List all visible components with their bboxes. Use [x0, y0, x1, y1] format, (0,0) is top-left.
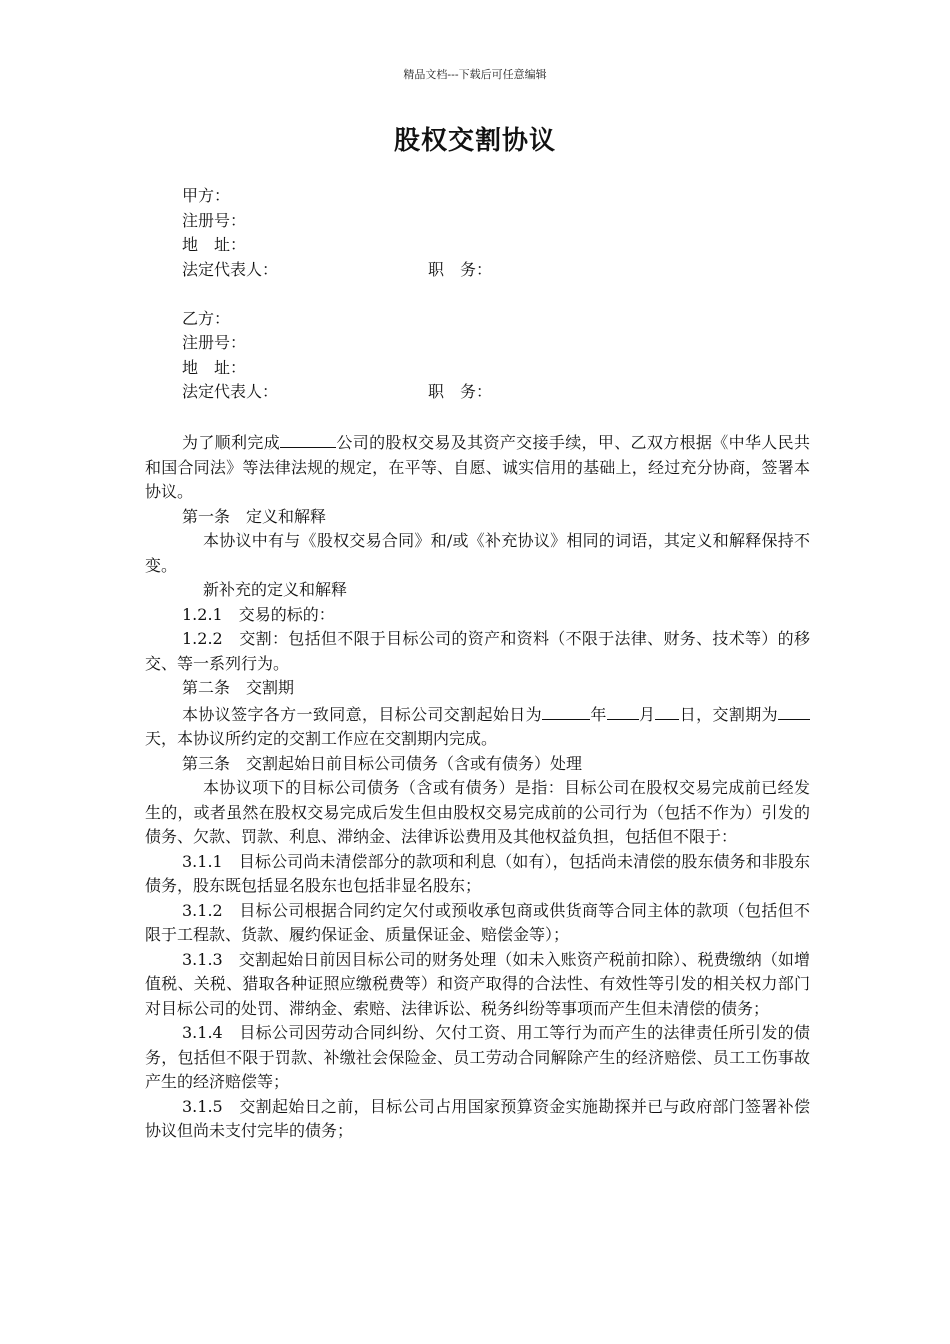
party-a-reg-no: 注册号：: [182, 210, 247, 230]
year-blank: [542, 701, 590, 720]
intro-text-1: 为了顺利完成: [182, 433, 281, 452]
article1-p2: 新补充的定义和解释: [203, 580, 348, 599]
document-title: 股权交割协议: [393, 126, 556, 156]
party-a-legal-rep: 法定代表人：: [182, 259, 279, 279]
article3-heading: 第三条 交割起始日前目标公司债务（含或有债务）处理: [182, 753, 583, 773]
intro-text-2: 公司的股权交易及其资产交接手续，甲、乙双方根据《中华人民共和国合同法》等法律法规的规定，在平等、自愿、诚实信用的基础上，经过充分协商，签署本协议。: [145, 433, 810, 501]
article1-p1: 本协议中有与《股权交易合同》和/或《补充协议》相同的词语，其定义和解释保持不变。: [145, 531, 810, 575]
party-a-address: 地 址：: [182, 235, 247, 254]
article2-year: 年: [589, 704, 607, 724]
article1-heading: 第一条 定义和解释: [182, 506, 327, 526]
article2-text-b: 交割期为: [712, 704, 778, 724]
article2-text-a: 本协议签字各方一致同意，目标公司交割起始日为: [182, 704, 542, 724]
day-blank: [655, 701, 679, 720]
article3-p1: 本协议项下的目标公司债务（含或有债务）是指：目标公司在股权交易完成前已经发生的，或者虽然在股权交易完成后发生但由股权交易完成前的公司行为（包括不作为）引发的债务、欠款、罚款、利息、滞纳金、法律诉讼费用及其他权益负担，包括但不限于：: [145, 778, 810, 846]
month-blank: [607, 701, 639, 720]
document-body: [145, 184, 810, 1144]
article1-item-2: 1.2.2 交割：包括但不限于目标公司的资产和资料（不限于法律、财务、技术等）的移交、等一系列行为。: [145, 629, 810, 673]
article2-day: 日，: [679, 704, 713, 724]
party-b-address: 地 址：: [182, 357, 247, 377]
article2-heading: 第二条 交割期: [182, 678, 295, 697]
party-b-block: [145, 307, 810, 405]
article3-item-2: 3.1.2 目标公司根据合同约定欠付或预收承包商或供货商等合同主体的款项（包括但不限于工程款、货款、履约保证金、质量保证金、赔偿金等）；: [145, 900, 810, 944]
article3-item-4: 3.1.4 目标公司因劳动合同纠纷、欠付工资、用工等行为而产生的法律责任所引发的债务，包括但不限于罚款、补缴社会保险金、员工劳动合同解除产生的经济赔偿、员工工伤事故产生的经济赔偿等；: [145, 1023, 810, 1091]
header-note: 精品文档---下载后可任意编辑: [403, 68, 547, 81]
party-a-rep-row: [145, 258, 810, 283]
article3-item-5: 3.1.5 交割起始日之前，目标公司占用国家预算资金实施勘探并已与政府部门签署补偿协议但尚未支付完毕的债务；: [145, 1096, 810, 1140]
party-b-reg-no: 注册号：: [182, 333, 247, 352]
article2-month: 月: [638, 704, 656, 724]
party-b-label: 乙方：: [182, 308, 231, 328]
article2-text-c: 天，本协议所约定的交割工作应在交割期内完成。: [145, 729, 498, 748]
article3-item-1: 3.1.1 目标公司尚未清偿部分的款项和利息（如有），包括尚未清偿的股东债务和非股东债务，股东既包括显名股东也包括非显名股东；: [145, 851, 810, 895]
article3-item-3: 3.1.3 交割起始日前因目标公司的财务处理（如未入账资产税前扣除）、税费缴纳（如增值税、关税、猎取各种证照应缴税费等）和资产取得的合法性、有效性等引发的相关权力部门对目标公司的处罚、滞纳金、索赔、法律诉讼、税务纠纷等事项而产生但未清偿的债务；: [145, 949, 810, 1018]
party-b-position: 职 务：: [428, 382, 493, 401]
party-a-position: 职 务：: [428, 259, 493, 279]
article2-paragraph: [145, 701, 810, 752]
company-name-blank: [280, 429, 336, 448]
intro-paragraph: [145, 429, 810, 505]
days-blank: [778, 701, 810, 720]
party-b-legal-rep: 法定代表人：: [182, 382, 279, 401]
article1-item-1: 1.2.1 交易的标的：: [182, 604, 335, 624]
party-a-label: 甲方：: [182, 186, 231, 205]
party-a-block: [145, 184, 810, 282]
party-b-rep-row: [145, 380, 810, 405]
